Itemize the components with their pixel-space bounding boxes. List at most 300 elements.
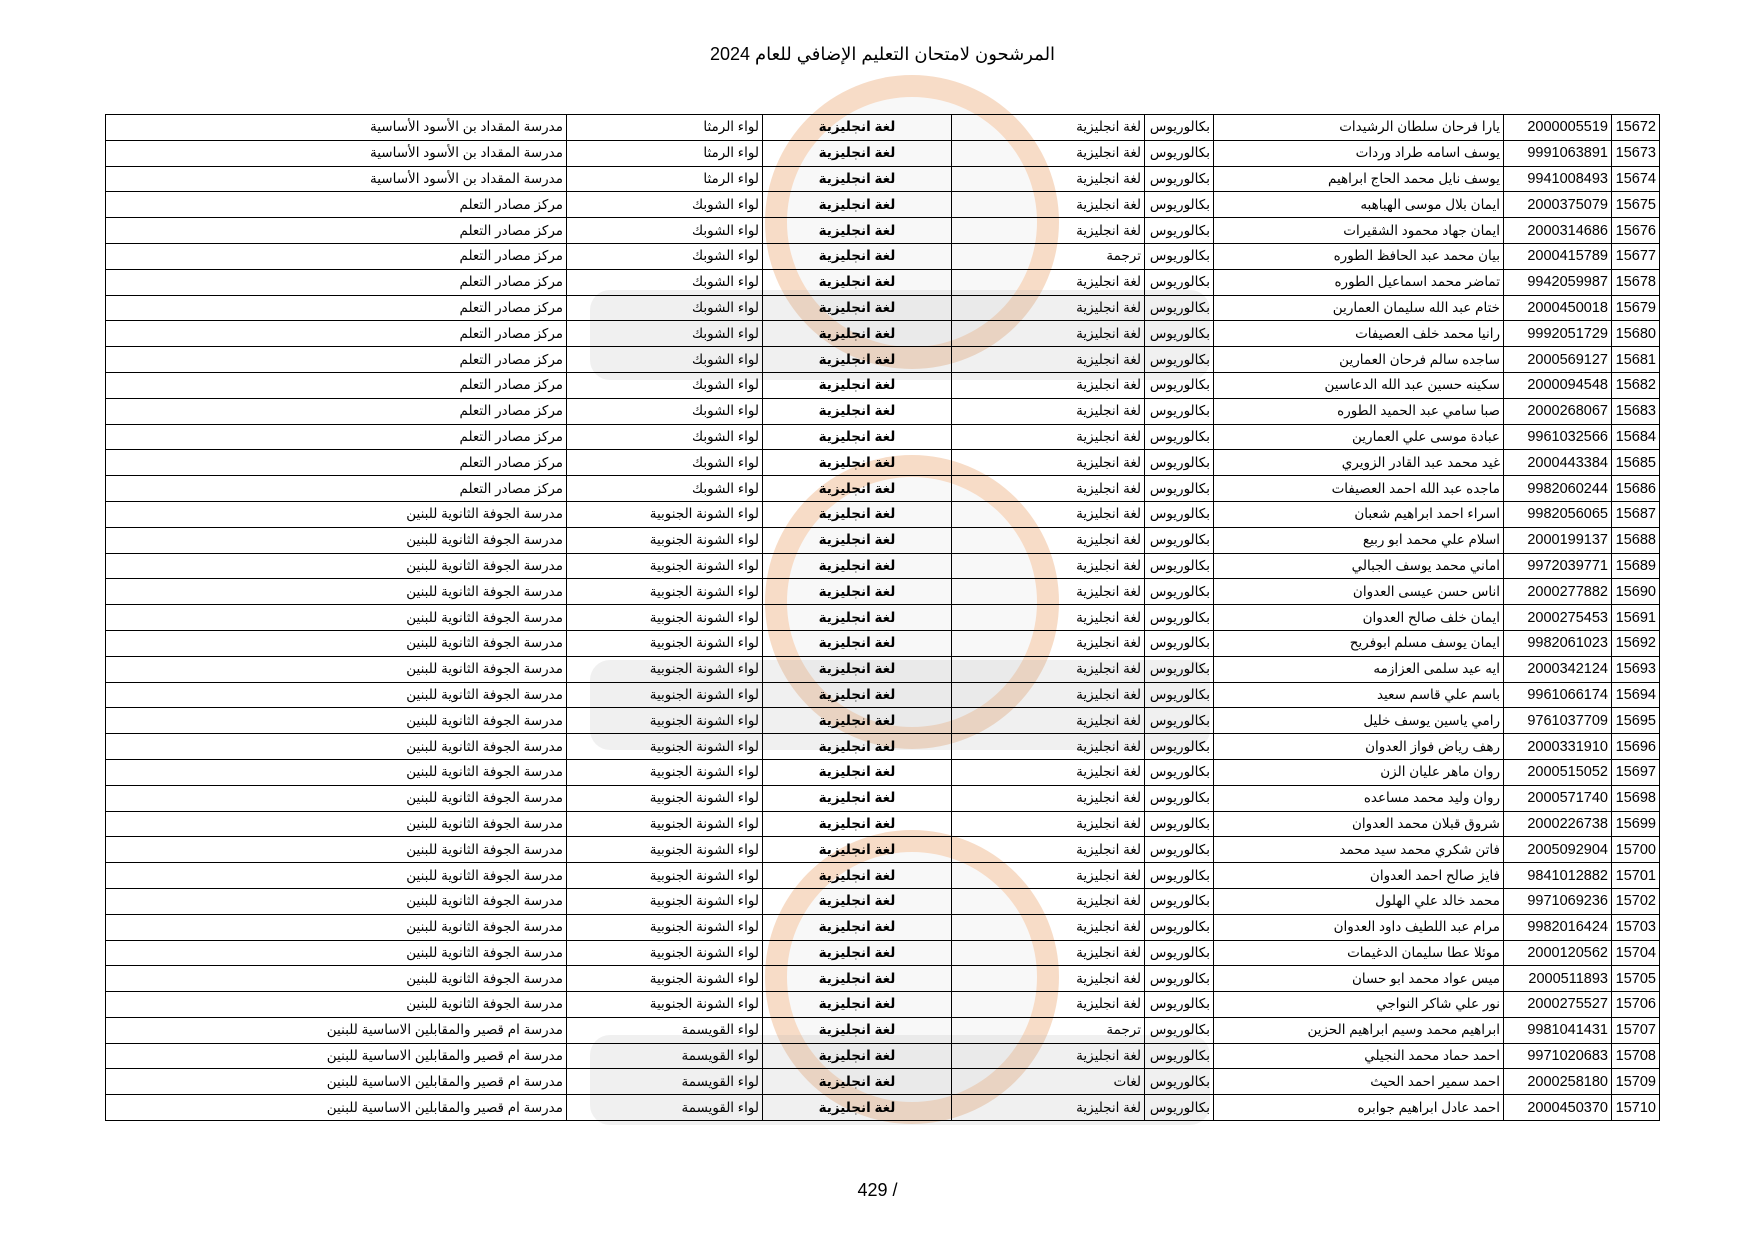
school-cell: مدرسة ام قصير والمقابلين الاساسية للبنين [106,1095,567,1121]
candidate-name-cell: نور علي شاكر النواجي [1214,992,1504,1018]
sequence-number-cell: 15693 [1612,656,1660,682]
school-cell: مدرسة المقداد بن الأسود الأساسية [106,115,567,141]
district-cell: لواء الشونة الجنوبية [567,863,763,889]
specialization-cell: لغة انجليزية [952,1043,1145,1069]
national-id-cell: 9971020683 [1504,1043,1612,1069]
district-cell: لواء الشوبك [567,295,763,321]
table-row [106,372,1660,398]
specialization-cell: لغة انجليزية [952,579,1145,605]
district-cell: لواء الشونة الجنوبية [567,527,763,553]
subject-cell: لغة انجليزية [763,940,952,966]
district-cell: لواء الشونة الجنوبية [567,966,763,992]
subject-cell: لغة انجليزية [763,1095,952,1121]
table-row [106,785,1660,811]
table-row [106,166,1660,192]
specialization-cell: لغة انجليزية [952,295,1145,321]
degree-cell: بكالوريوس [1145,269,1214,295]
national-id-cell: 2000268067 [1504,398,1612,424]
district-cell: لواء الشوبك [567,218,763,244]
school-cell: مدرسة الجوفة الثانوية للبنين [106,888,567,914]
school-cell: مركز مصادر التعلم [106,372,567,398]
degree-cell: بكالوريوس [1145,321,1214,347]
subject-cell: لغة انجليزية [763,527,952,553]
subject-cell: لغة انجليزية [763,192,952,218]
subject-cell: لغة انجليزية [763,218,952,244]
specialization-cell: لغة انجليزية [952,708,1145,734]
degree-cell: بكالوريوس [1145,630,1214,656]
specialization-cell: لغة انجليزية [952,914,1145,940]
degree-cell: بكالوريوس [1145,759,1214,785]
sequence-number-cell: 15675 [1612,192,1660,218]
sequence-number-cell: 15674 [1612,166,1660,192]
district-cell: لواء الشونة الجنوبية [567,759,763,785]
degree-cell: بكالوريوس [1145,682,1214,708]
degree-cell: بكالوريوس [1145,192,1214,218]
table-row [106,1043,1660,1069]
subject-cell: لغة انجليزية [763,1017,952,1043]
degree-cell: بكالوريوس [1145,605,1214,631]
table-row [106,811,1660,837]
district-cell: لواء الشونة الجنوبية [567,914,763,940]
specialization-cell: لغة انجليزية [952,785,1145,811]
specialization-cell: لغة انجليزية [952,527,1145,553]
candidate-name-cell: احمد حماد محمد النجيلي [1214,1043,1504,1069]
table-row [106,243,1660,269]
district-cell: لواء الشوبك [567,347,763,373]
national-id-cell: 9982056065 [1504,501,1612,527]
table-row [106,553,1660,579]
candidate-name-cell: رهف رياض فواز العدوان [1214,734,1504,760]
specialization-cell: لغة انجليزية [952,218,1145,244]
school-cell: مركز مصادر التعلم [106,218,567,244]
table-row [106,192,1660,218]
subject-cell: لغة انجليزية [763,476,952,502]
national-id-cell: 9991063891 [1504,140,1612,166]
national-id-cell: 2000569127 [1504,347,1612,373]
school-cell: مدرسة الجوفة الثانوية للبنين [106,579,567,605]
sequence-number-cell: 15703 [1612,914,1660,940]
degree-cell: بكالوريوس [1145,140,1214,166]
district-cell: لواء الشونة الجنوبية [567,837,763,863]
district-cell: لواء الشونة الجنوبية [567,940,763,966]
national-id-cell: 2000094548 [1504,372,1612,398]
degree-cell: بكالوريوس [1145,295,1214,321]
district-cell: لواء الشونة الجنوبية [567,553,763,579]
school-cell: مدرسة الجوفة الثانوية للبنين [106,734,567,760]
degree-cell: بكالوريوس [1145,940,1214,966]
national-id-cell: 9971069236 [1504,888,1612,914]
specialization-cell: لغة انجليزية [952,398,1145,424]
specialization-cell: لغة انجليزية [952,682,1145,708]
candidate-name-cell: اسلام علي محمد ابو ربيع [1214,527,1504,553]
candidate-name-cell: بيان محمد عبد الحافظ الطوره [1214,243,1504,269]
table-row [106,863,1660,889]
district-cell: لواء الشونة الجنوبية [567,888,763,914]
school-cell: مركز مصادر التعلم [106,295,567,321]
school-cell: مركز مصادر التعلم [106,347,567,373]
table-row [106,1095,1660,1121]
degree-cell: بكالوريوس [1145,553,1214,579]
school-cell: مدرسة ام قصير والمقابلين الاساسية للبنين [106,1017,567,1043]
sequence-number-cell: 15704 [1612,940,1660,966]
school-cell: مدرسة المقداد بن الأسود الأساسية [106,140,567,166]
national-id-cell: 2000450370 [1504,1095,1612,1121]
national-id-cell: 2000314686 [1504,218,1612,244]
school-cell: مدرسة الجوفة الثانوية للبنين [106,785,567,811]
specialization-cell: لغة انجليزية [952,501,1145,527]
candidate-name-cell: تماضر محمد اسماعيل الطوره [1214,269,1504,295]
degree-cell: بكالوريوس [1145,243,1214,269]
national-id-cell: 2000443384 [1504,450,1612,476]
school-cell: مركز مصادر التعلم [106,192,567,218]
candidate-name-cell: اماني محمد يوسف الجبالي [1214,553,1504,579]
candidate-name-cell: فايز صالح احمد العدوان [1214,863,1504,889]
subject-cell: لغة انجليزية [763,708,952,734]
national-id-cell: 2000415789 [1504,243,1612,269]
table-row [106,115,1660,141]
national-id-cell: 2000450018 [1504,295,1612,321]
district-cell: لواء الشوبك [567,269,763,295]
table-row [106,759,1660,785]
national-id-cell: 2000515052 [1504,759,1612,785]
subject-cell: لغة انجليزية [763,424,952,450]
subject-cell: لغة انجليزية [763,1069,952,1095]
table-row [106,837,1660,863]
district-cell: لواء الشوبك [567,424,763,450]
degree-cell: بكالوريوس [1145,347,1214,373]
table-row [106,1017,1660,1043]
subject-cell: لغة انجليزية [763,992,952,1018]
district-cell: لواء الشونة الجنوبية [567,579,763,605]
district-cell: لواء القويسمة [567,1043,763,1069]
degree-cell: بكالوريوس [1145,450,1214,476]
degree-cell: بكالوريوس [1145,115,1214,141]
table-row [106,630,1660,656]
candidates-table [105,114,1660,1121]
district-cell: لواء الشونة الجنوبية [567,734,763,760]
specialization-cell: لغة انجليزية [952,424,1145,450]
district-cell: لواء القويسمة [567,1095,763,1121]
table-row [106,605,1660,631]
candidate-name-cell: ايمان خلف صالح العدوان [1214,605,1504,631]
table-row [106,579,1660,605]
sequence-number-cell: 15702 [1612,888,1660,914]
degree-cell: بكالوريوس [1145,424,1214,450]
national-id-cell: 2000275527 [1504,992,1612,1018]
candidate-name-cell: اسراء احمد ابراهيم شعبان [1214,501,1504,527]
sequence-number-cell: 15676 [1612,218,1660,244]
candidate-name-cell: رانيا محمد خلف العصيفات [1214,321,1504,347]
sequence-number-cell: 15688 [1612,527,1660,553]
specialization-cell: لغة انجليزية [952,476,1145,502]
specialization-cell: لغة انجليزية [952,192,1145,218]
sequence-number-cell: 15683 [1612,398,1660,424]
specialization-cell: لغة انجليزية [952,553,1145,579]
national-id-cell: 9982060244 [1504,476,1612,502]
school-cell: مدرسة الجوفة الثانوية للبنين [106,914,567,940]
subject-cell: لغة انجليزية [763,553,952,579]
subject-cell: لغة انجليزية [763,785,952,811]
subject-cell: لغة انجليزية [763,656,952,682]
sequence-number-cell: 15709 [1612,1069,1660,1095]
specialization-cell: لغة انجليزية [952,1095,1145,1121]
school-cell: مدرسة الجوفة الثانوية للبنين [106,759,567,785]
sequence-number-cell: 15698 [1612,785,1660,811]
candidate-name-cell: ايمان جهاد محمود الشقيرات [1214,218,1504,244]
sequence-number-cell: 15691 [1612,605,1660,631]
degree-cell: بكالوريوس [1145,863,1214,889]
national-id-cell: 2000258180 [1504,1069,1612,1095]
national-id-cell: 2000511893 [1504,966,1612,992]
school-cell: مركز مصادر التعلم [106,424,567,450]
district-cell: لواء الشوبك [567,192,763,218]
subject-cell: لغة انجليزية [763,734,952,760]
school-cell: مركز مصادر التعلم [106,476,567,502]
district-cell: لواء الشونة الجنوبية [567,605,763,631]
national-id-cell: 9982061023 [1504,630,1612,656]
subject-cell: لغة انجليزية [763,630,952,656]
national-id-cell: 2000226738 [1504,811,1612,837]
specialization-cell: لغة انجليزية [952,863,1145,889]
school-cell: مدرسة الجوفة الثانوية للبنين [106,992,567,1018]
table-row [106,966,1660,992]
sequence-number-cell: 15681 [1612,347,1660,373]
school-cell: مركز مصادر التعلم [106,398,567,424]
degree-cell: بكالوريوس [1145,166,1214,192]
district-cell: لواء الشوبك [567,476,763,502]
subject-cell: لغة انجليزية [763,166,952,192]
school-cell: مدرسة الجوفة الثانوية للبنين [106,527,567,553]
national-id-cell: 2000005519 [1504,115,1612,141]
school-cell: مدرسة المقداد بن الأسود الأساسية [106,166,567,192]
national-id-cell: 9841012882 [1504,863,1612,889]
national-id-cell: 2000199137 [1504,527,1612,553]
specialization-cell: لغة انجليزية [952,759,1145,785]
degree-cell: بكالوريوس [1145,579,1214,605]
sequence-number-cell: 15686 [1612,476,1660,502]
candidate-name-cell: مرام عبد اللطيف داود العدوان [1214,914,1504,940]
sequence-number-cell: 15679 [1612,295,1660,321]
school-cell: مدرسة الجوفة الثانوية للبنين [106,630,567,656]
table-row [106,321,1660,347]
specialization-cell: لغة انجليزية [952,372,1145,398]
sequence-number-cell: 15672 [1612,115,1660,141]
school-cell: مدرسة الجوفة الثانوية للبنين [106,605,567,631]
sequence-number-cell: 15699 [1612,811,1660,837]
subject-cell: لغة انجليزية [763,321,952,347]
district-cell: لواء الرمثا [567,140,763,166]
specialization-cell: لغة انجليزية [952,450,1145,476]
district-cell: لواء الشونة الجنوبية [567,992,763,1018]
district-cell: لواء الشونة الجنوبية [567,708,763,734]
candidate-name-cell: احمد عادل ابراهيم جوابره [1214,1095,1504,1121]
sequence-number-cell: 15689 [1612,553,1660,579]
candidate-name-cell: ساجده سالم فرحان العمارين [1214,347,1504,373]
table-row [106,888,1660,914]
sequence-number-cell: 15694 [1612,682,1660,708]
specialization-cell: لغة انجليزية [952,940,1145,966]
school-cell: مدرسة الجوفة الثانوية للبنين [106,501,567,527]
sequence-number-cell: 15690 [1612,579,1660,605]
table-row [106,1069,1660,1095]
district-cell: لواء الشونة الجنوبية [567,811,763,837]
sequence-number-cell: 15680 [1612,321,1660,347]
candidate-name-cell: اناس حسن عيسى العدوان [1214,579,1504,605]
sequence-number-cell: 15678 [1612,269,1660,295]
table-row [106,527,1660,553]
degree-cell: بكالوريوس [1145,1069,1214,1095]
candidate-name-cell: موئلا عطا سليمان الدغيمات [1214,940,1504,966]
degree-cell: بكالوريوس [1145,372,1214,398]
subject-cell: لغة انجليزية [763,966,952,992]
sequence-number-cell: 15685 [1612,450,1660,476]
school-cell: مركز مصادر التعلم [106,269,567,295]
table-row [106,450,1660,476]
national-id-cell: 2000275453 [1504,605,1612,631]
subject-cell: لغة انجليزية [763,450,952,476]
sequence-number-cell: 15692 [1612,630,1660,656]
degree-cell: بكالوريوس [1145,966,1214,992]
subject-cell: لغة انجليزية [763,347,952,373]
degree-cell: بكالوريوس [1145,527,1214,553]
school-cell: مركز مصادر التعلم [106,450,567,476]
national-id-cell: 9761037709 [1504,708,1612,734]
degree-cell: بكالوريوس [1145,914,1214,940]
subject-cell: لغة انجليزية [763,811,952,837]
school-cell: مدرسة ام قصير والمقابلين الاساسية للبنين [106,1069,567,1095]
candidate-name-cell: شروق قبلان محمد العدوان [1214,811,1504,837]
candidate-name-cell: يوسف نايل محمد الحاج ابراهيم [1214,166,1504,192]
specialization-cell: لغة انجليزية [952,630,1145,656]
table-row [106,424,1660,450]
subject-cell: لغة انجليزية [763,888,952,914]
candidate-name-cell: يارا فرحان سلطان الرشيدات [1214,115,1504,141]
table-row [106,682,1660,708]
candidate-name-cell: فاتن شكري محمد سيد محمد [1214,837,1504,863]
subject-cell: لغة انجليزية [763,759,952,785]
sequence-number-cell: 15708 [1612,1043,1660,1069]
subject-cell: لغة انجليزية [763,295,952,321]
national-id-cell: 2000120562 [1504,940,1612,966]
table-row [106,269,1660,295]
sequence-number-cell: 15700 [1612,837,1660,863]
specialization-cell: لغة انجليزية [952,656,1145,682]
candidate-name-cell: صبا سامي عبد الحميد الطوره [1214,398,1504,424]
district-cell: لواء الرمثا [567,115,763,141]
school-cell: مدرسة الجوفة الثانوية للبنين [106,656,567,682]
national-id-cell: 2000571740 [1504,785,1612,811]
degree-cell: بكالوريوس [1145,708,1214,734]
specialization-cell: لغة انجليزية [952,734,1145,760]
candidate-name-cell: ختام عبد الله سليمان العمارين [1214,295,1504,321]
school-cell: مدرسة الجوفة الثانوية للبنين [106,682,567,708]
national-id-cell: 9992051729 [1504,321,1612,347]
candidate-name-cell: يوسف اسامه طراد وردات [1214,140,1504,166]
specialization-cell: لغة انجليزية [952,605,1145,631]
subject-cell: لغة انجليزية [763,269,952,295]
sequence-number-cell: 15705 [1612,966,1660,992]
table-row [106,914,1660,940]
national-id-cell: 9961032566 [1504,424,1612,450]
degree-cell: بكالوريوس [1145,785,1214,811]
district-cell: لواء الشوبك [567,398,763,424]
district-cell: لواء القويسمة [567,1017,763,1043]
sequence-number-cell: 15684 [1612,424,1660,450]
sequence-number-cell: 15673 [1612,140,1660,166]
degree-cell: بكالوريوس [1145,476,1214,502]
table-row [106,992,1660,1018]
subject-cell: لغة انجليزية [763,1043,952,1069]
national-id-cell: 2005092904 [1504,837,1612,863]
table-row [106,295,1660,321]
specialization-cell: لغة انجليزية [952,140,1145,166]
school-cell: مدرسة الجوفة الثانوية للبنين [106,966,567,992]
subject-cell: لغة انجليزية [763,682,952,708]
national-id-cell: 2000375079 [1504,192,1612,218]
district-cell: لواء الشونة الجنوبية [567,501,763,527]
district-cell: لواء الشوبك [567,243,763,269]
specialization-cell: لغة انجليزية [952,811,1145,837]
table-row [106,218,1660,244]
specialization-cell: لغة انجليزية [952,321,1145,347]
sequence-number-cell: 15710 [1612,1095,1660,1121]
school-cell: مركز مصادر التعلم [106,243,567,269]
school-cell: مدرسة الجوفة الثانوية للبنين [106,811,567,837]
table-row [106,734,1660,760]
subject-cell: لغة انجليزية [763,579,952,605]
national-id-cell: 9941008493 [1504,166,1612,192]
degree-cell: بكالوريوس [1145,1017,1214,1043]
sequence-number-cell: 15707 [1612,1017,1660,1043]
specialization-cell: لغة انجليزية [952,992,1145,1018]
subject-cell: لغة انجليزية [763,914,952,940]
candidate-name-cell: سكينه حسين عبد الله الدعاسين [1214,372,1504,398]
subject-cell: لغة انجليزية [763,243,952,269]
specialization-cell: لغة انجليزية [952,269,1145,295]
candidate-name-cell: ابراهيم محمد وسيم ابراهيم الحزين [1214,1017,1504,1043]
district-cell: لواء الشوبك [567,372,763,398]
specialization-cell: ترجمة [952,1017,1145,1043]
table-row [106,940,1660,966]
school-cell: مركز مصادر التعلم [106,321,567,347]
school-cell: مدرسة ام قصير والمقابلين الاساسية للبنين [106,1043,567,1069]
district-cell: لواء القويسمة [567,1069,763,1095]
degree-cell: بكالوريوس [1145,837,1214,863]
degree-cell: بكالوريوس [1145,218,1214,244]
sequence-number-cell: 15701 [1612,863,1660,889]
subject-cell: لغة انجليزية [763,140,952,166]
candidate-name-cell: رامي ياسين يوسف خليل [1214,708,1504,734]
degree-cell: بكالوريوس [1145,656,1214,682]
specialization-cell: لغة انجليزية [952,115,1145,141]
degree-cell: بكالوريوس [1145,734,1214,760]
page-number: 429 / [857,1180,898,1200]
subject-cell: لغة انجليزية [763,398,952,424]
degree-cell: بكالوريوس [1145,811,1214,837]
sequence-number-cell: 15697 [1612,759,1660,785]
specialization-cell: لغة انجليزية [952,888,1145,914]
national-id-cell: 9942059987 [1504,269,1612,295]
degree-cell: بكالوريوس [1145,992,1214,1018]
district-cell: لواء الشونة الجنوبية [567,682,763,708]
specialization-cell: لغة انجليزية [952,347,1145,373]
specialization-cell: لغة انجليزية [952,166,1145,192]
candidate-name-cell: ميس عواد محمد ابو حسان [1214,966,1504,992]
candidate-name-cell: باسم علي قاسم سعيد [1214,682,1504,708]
candidate-name-cell: ماجده عبد الله احمد العصيفات [1214,476,1504,502]
specialization-cell: لغة انجليزية [952,966,1145,992]
subject-cell: لغة انجليزية [763,372,952,398]
